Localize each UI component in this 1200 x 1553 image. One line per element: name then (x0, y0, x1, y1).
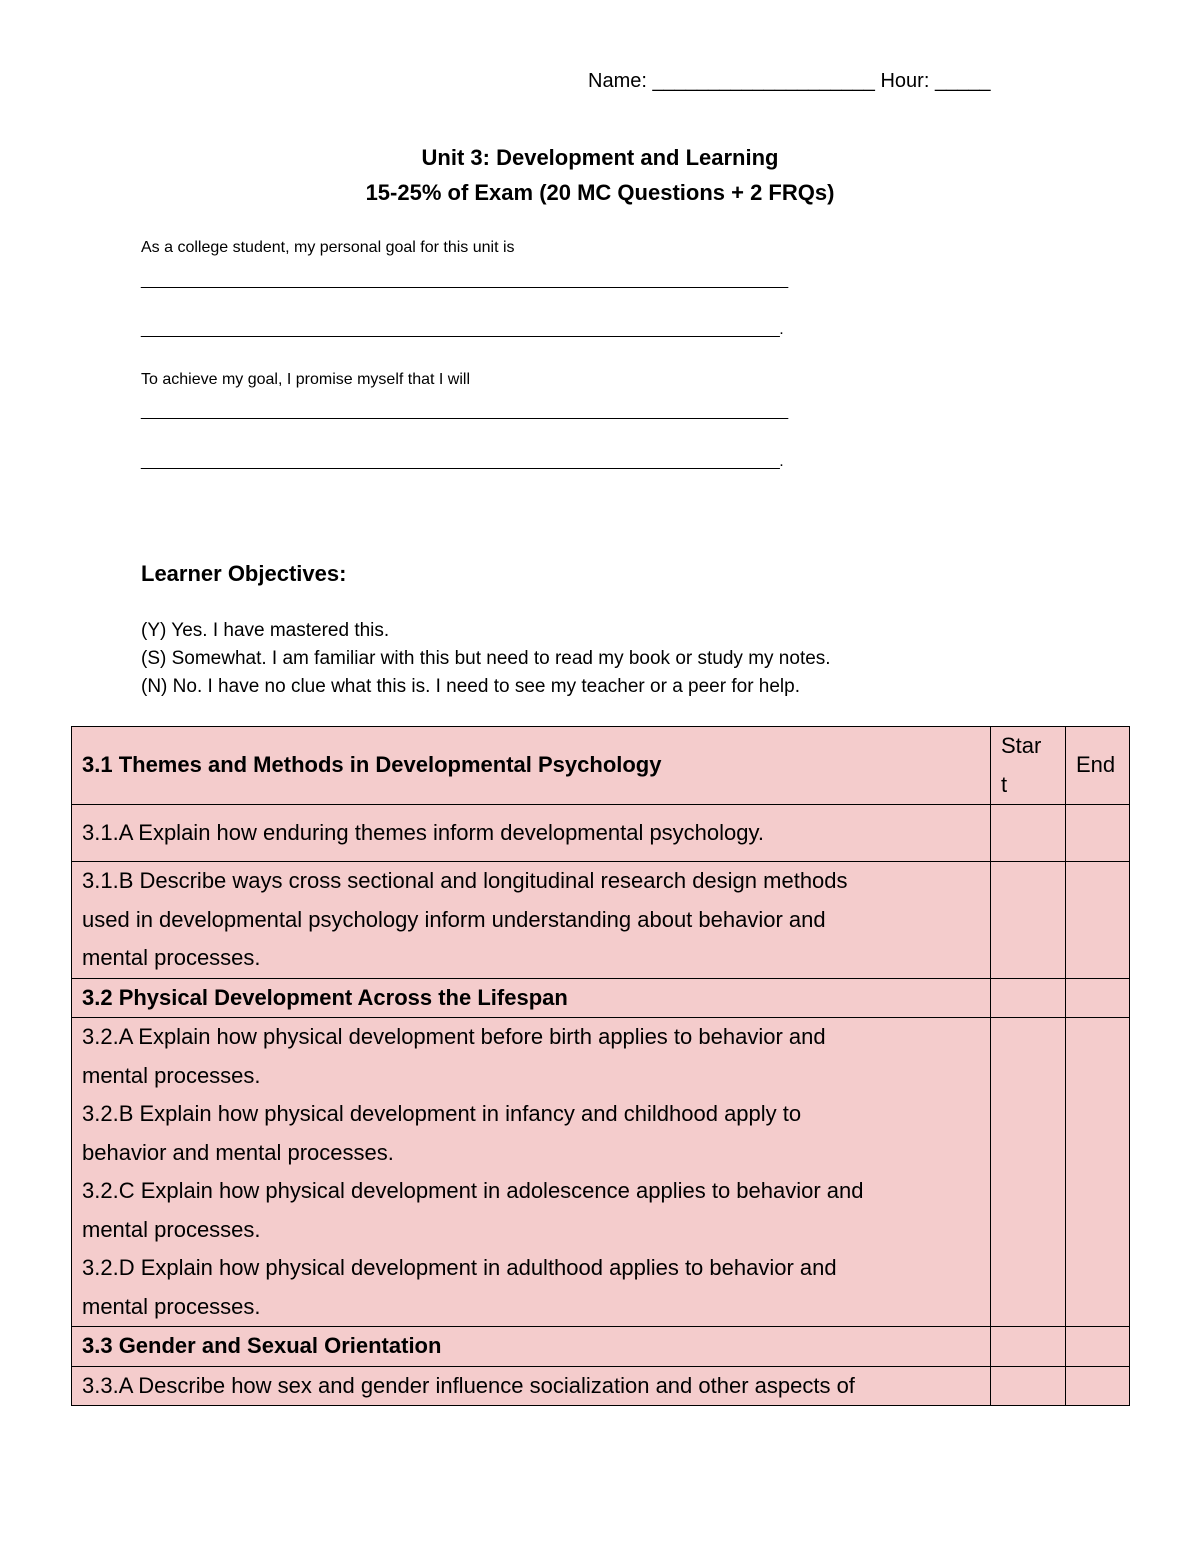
promise-prompt: To achieve my goal, I promise myself that I will (141, 371, 471, 388)
objective-line: mental processes. (82, 1293, 261, 1319)
objective-3-1-b (72, 862, 991, 979)
section-header-3-2: 3.2 Physical Development Across the Lifespan (72, 978, 991, 1018)
objectives-3-2 (72, 1018, 991, 1327)
goal-prompt: As a college student, my personal goal for this unit is (141, 239, 515, 256)
table-row (72, 1327, 1130, 1367)
legend-yes: (Y) Yes. I have mastered this. (141, 620, 390, 641)
objective-line: used in developmental psychology inform understanding about behavior and (82, 906, 826, 932)
objective-line: 3.2.A Explain how physical development before birth applies to behavior and (82, 1024, 826, 1049)
start-cell[interactable] (991, 978, 1066, 1018)
end-cell[interactable] (1066, 1366, 1130, 1406)
objective-line: 3.2.C Explain how physical development in adolescence applies to behavior and (82, 1178, 864, 1203)
topic-header-3-1: 3.1 Themes and Methods in Developmental Psychology (72, 727, 991, 805)
objective-line: mental processes. (82, 1062, 261, 1088)
section-header-3-3: 3.3 Gender and Sexual Orientation (72, 1327, 991, 1367)
objective-3-3-a: 3.3.A Describe how sex and gender influence socialization and other aspects of (72, 1366, 991, 1406)
objective-line: mental processes. (82, 1216, 261, 1242)
goal-blank-2: ____________________________________________________________________________. (141, 321, 784, 338)
end-cell[interactable] (1066, 1018, 1130, 1327)
start-cell[interactable] (991, 862, 1066, 979)
start-cell[interactable] (991, 805, 1066, 862)
objective-line: 3.2.B Explain how physical development in infancy and childhood apply to (82, 1101, 802, 1126)
objective-line: behavior and mental processes. (82, 1139, 394, 1165)
legend-somewhat: (S) Somewhat. I am familiar with this but need to read my book or study my notes. (141, 648, 831, 669)
start-header-line-1: Star (1001, 733, 1042, 758)
end-column-header: End (1066, 727, 1130, 805)
unit-title: Unit 3: Development and Learning (421, 145, 779, 170)
end-cell[interactable] (1066, 862, 1130, 979)
table-row (72, 805, 1130, 862)
table-row (72, 1018, 1130, 1327)
table-header-row (72, 727, 1130, 805)
objective-3-1-a: 3.1.A Explain how enduring themes inform developmental psychology. (72, 805, 991, 862)
exam-weight-subtitle: 15-25% of Exam (20 MC Questions + 2 FRQs) (365, 180, 835, 205)
objective-line: 3.2.D Explain how physical development in adulthood applies to behavior and (82, 1255, 837, 1280)
start-cell[interactable] (991, 1327, 1066, 1367)
end-cell[interactable] (1066, 978, 1130, 1018)
legend-no: (N) No. I have no clue what this is. I need to see my teacher or a peer for help. (141, 676, 800, 697)
start-header-line-2: t (1001, 771, 1008, 797)
learner-objectives-heading: Learner Objectives: (141, 561, 347, 586)
end-cell[interactable] (1066, 805, 1130, 862)
objective-line: 3.1.B Describe ways cross sectional and longitudinal research design methods (82, 868, 848, 893)
objectives-table (71, 726, 1130, 1406)
table-row (72, 1366, 1130, 1406)
table-row (72, 862, 1130, 979)
goal-blank-1: _____________________________________________________________________________ (141, 272, 788, 289)
promise-blank-1: _____________________________________________________________________________ (141, 403, 788, 420)
promise-blank-2: ____________________________________________________________________________. (141, 453, 784, 470)
objective-line: mental processes. (82, 945, 261, 970)
start-cell[interactable] (991, 1366, 1066, 1406)
name-hour-line: Name: ____________________ Hour: _____ (588, 70, 991, 92)
end-cell[interactable] (1066, 1327, 1130, 1367)
start-column-header (991, 727, 1066, 805)
table-row (72, 978, 1130, 1018)
start-cell[interactable] (991, 1018, 1066, 1327)
